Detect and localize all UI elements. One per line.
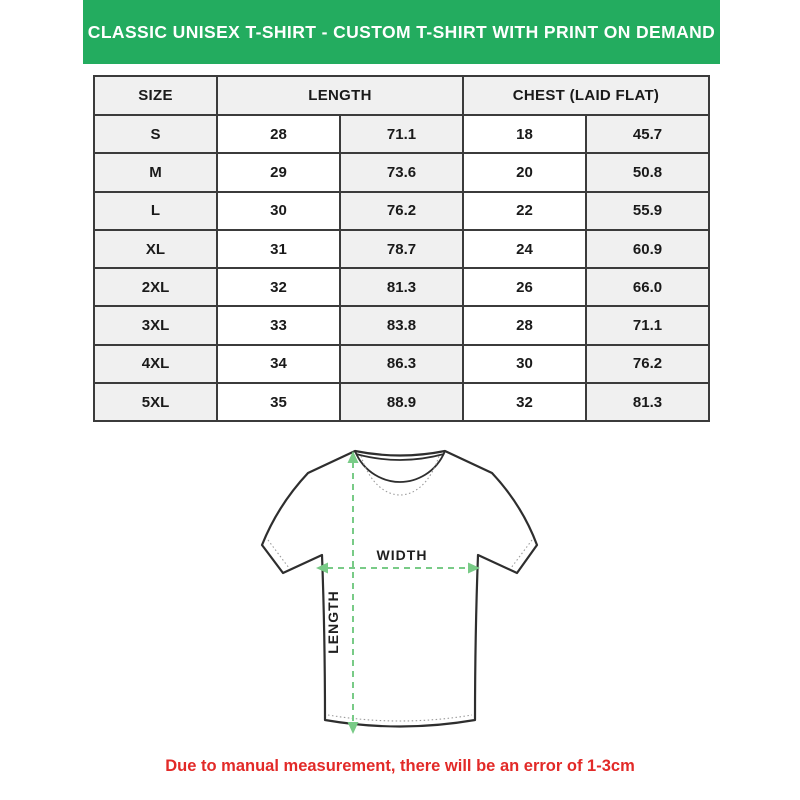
length-cm-cell: 88.9 <box>340 383 463 421</box>
tshirt-measurement-diagram <box>250 443 550 743</box>
size-cell: M <box>94 153 217 191</box>
table-row <box>94 230 709 268</box>
tshirt-diagram-svg <box>250 443 550 743</box>
length-in-cell: 31 <box>217 230 340 268</box>
length-cm-cell: 86.3 <box>340 345 463 383</box>
table-row <box>94 268 709 306</box>
chest-cm-cell: 71.1 <box>586 306 709 344</box>
width-label: WIDTH <box>376 547 428 563</box>
chest-in-cell: 18 <box>463 115 586 153</box>
chest-in-cell: 26 <box>463 268 586 306</box>
tshirt-outline <box>262 451 537 727</box>
length-column-header: LENGTH <box>217 76 463 115</box>
size-cell: 3XL <box>94 306 217 344</box>
table-row <box>94 345 709 383</box>
length-in-cell: 30 <box>217 192 340 230</box>
chest-cm-cell: 66.0 <box>586 268 709 306</box>
size-cell: 4XL <box>94 345 217 383</box>
table-row <box>94 383 709 421</box>
length-cm-cell: 71.1 <box>340 115 463 153</box>
chest-in-cell: 22 <box>463 192 586 230</box>
size-cell: 5XL <box>94 383 217 421</box>
length-cm-cell: 81.3 <box>340 268 463 306</box>
size-cell: L <box>94 192 217 230</box>
chest-in-cell: 28 <box>463 306 586 344</box>
page-title: CLASSIC UNISEX T-SHIRT - CUSTOM T-SHIRT WITH PRINT ON DEMAND <box>87 21 716 42</box>
length-in-cell: 32 <box>217 268 340 306</box>
length-cm-cell: 73.6 <box>340 153 463 191</box>
chest-cm-cell: 81.3 <box>586 383 709 421</box>
length-in-cell: 29 <box>217 153 340 191</box>
title-banner <box>83 0 720 64</box>
size-cell: S <box>94 115 217 153</box>
length-arrow-bottom-icon <box>348 722 359 734</box>
length-in-cell: 33 <box>217 306 340 344</box>
table-row <box>94 306 709 344</box>
chest-cm-cell: 50.8 <box>586 153 709 191</box>
chest-cm-cell: 45.7 <box>586 115 709 153</box>
length-in-cell: 34 <box>217 345 340 383</box>
chest-cm-cell: 76.2 <box>586 345 709 383</box>
chest-in-cell: 30 <box>463 345 586 383</box>
table-row <box>94 115 709 153</box>
length-cm-cell: 78.7 <box>340 230 463 268</box>
chest-cm-cell: 60.9 <box>586 230 709 268</box>
header-row <box>94 76 709 115</box>
length-in-cell: 35 <box>217 383 340 421</box>
chest-in-cell: 24 <box>463 230 586 268</box>
chest-cm-cell: 55.9 <box>586 192 709 230</box>
chest-in-cell: 32 <box>463 383 586 421</box>
length-cm-cell: 83.8 <box>340 306 463 344</box>
table-row <box>94 192 709 230</box>
size-cell: XL <box>94 230 217 268</box>
length-cm-cell: 76.2 <box>340 192 463 230</box>
size-chart-table <box>93 75 710 422</box>
chest-in-cell: 20 <box>463 153 586 191</box>
chest-column-header: CHEST (LAID FLAT) <box>463 76 709 115</box>
length-in-cell: 28 <box>217 115 340 153</box>
length-label: LENGTH <box>325 590 341 654</box>
measurement-note: Due to manual measurement, there will be an error of 1-3cm <box>165 757 635 775</box>
size-column-header: SIZE <box>94 76 217 115</box>
table-row <box>94 153 709 191</box>
size-cell: 2XL <box>94 268 217 306</box>
